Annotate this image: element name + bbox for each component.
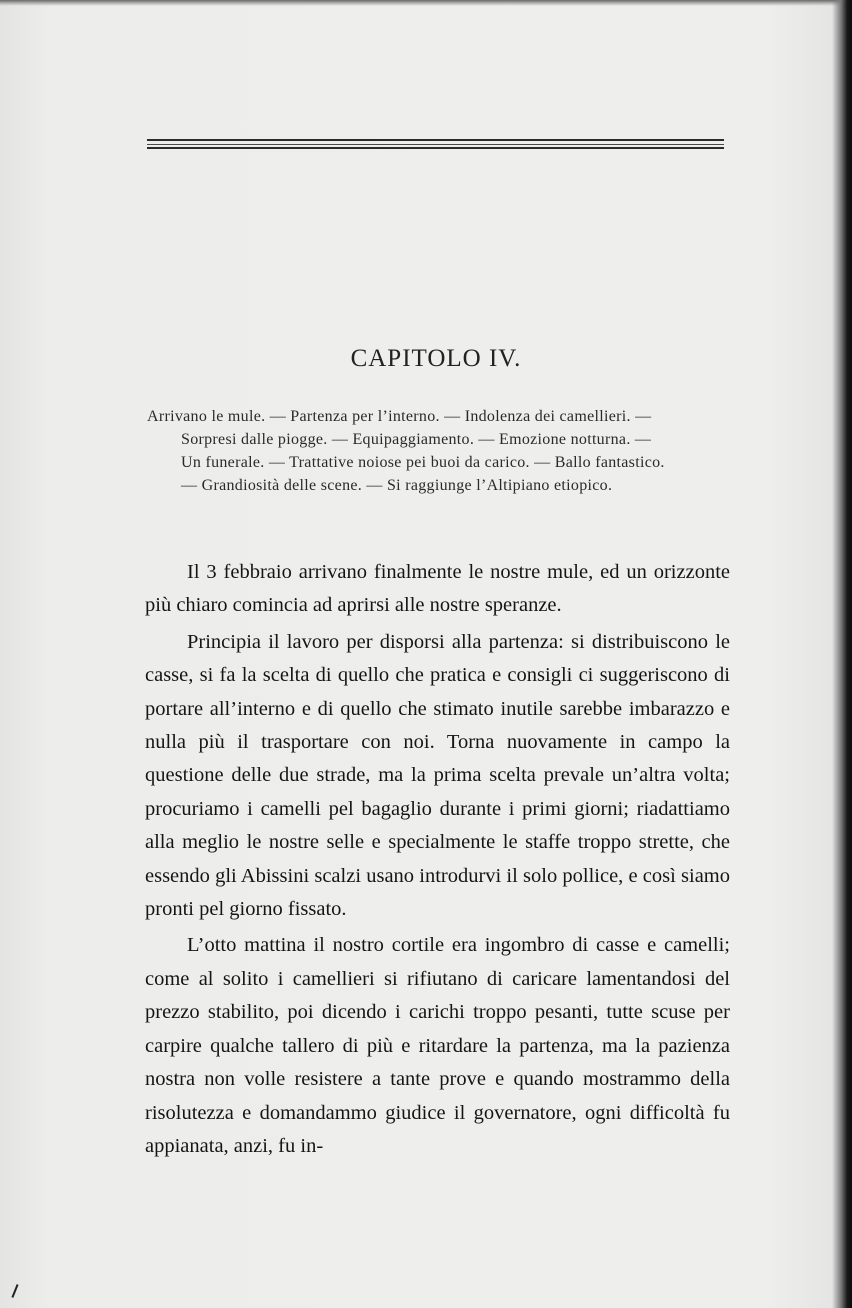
summary-line: Sorpresi dalle piogge. — Equipaggiamento. — Emozione notturna. — bbox=[181, 431, 652, 448]
paragraph: L’otto mattina il nostro cortile era ingombro di casse e camelli; come al solito i camellieri si rifiutano di caricare lamentandosi del prezzo stabilito, poi dicendo i carichi troppo pesanti, tutte scuse per carpire qualche tallero di più e ritardare la partenza, ma la pazienza nostra non volle resistere a tante prove e quando mostrammo della risolutezza e domandammo giudice il governatore, ogni difficoltà fu appianata, anzi, fu in- bbox=[145, 934, 730, 1157]
page-binding-shadow bbox=[832, 0, 852, 1308]
paragraph: Principia il lavoro per disporsi alla partenza: si distribuiscono le casse, si fa la scelta di quello che pratica e consigli ci suggeriscono di portare all’interno e di quello che stimato inutile sarebbe imbarazzo e nulla più il trasportare con noi. Torna nuovamente in campo la questione delle due strade, ma la prima scelta prevale un’altra volta; procuriamo i camelli pel bagaglio durante i primi giorni; riadattiamo alla meglio le nostre selle e specialmente le staffe troppo strette, che essendo gli Abissini scalzi usano introdurvi il solo pollice, e così siamo pronti pel giorno fissato. bbox=[145, 630, 730, 921]
chapter-summary bbox=[147, 405, 727, 497]
paragraph: Il 3 febbraio arrivano finalmente le nostre mule, ed un orizzonte più chiaro comincia ad aprirsi alle nostre speranze. bbox=[145, 561, 730, 617]
body-text bbox=[145, 556, 730, 1163]
summary-line: Un funerale. — Trattative noiose pei buoi da carico. — Ballo fantastico. bbox=[181, 454, 665, 471]
summary-line: — Grandiosità delle scene. — Si raggiunge l’Altipiano etiopico. bbox=[181, 477, 613, 494]
summary-line: Arrivano le mule. — Partenza per l’interno. — Indolenza dei camellieri. — bbox=[147, 408, 652, 425]
page-top-edge bbox=[0, 0, 852, 6]
chapter-title: CAPITOLO IV. bbox=[350, 345, 522, 372]
margin-pencil-mark bbox=[11, 1284, 18, 1298]
header-ornamental-rule bbox=[147, 139, 724, 150]
